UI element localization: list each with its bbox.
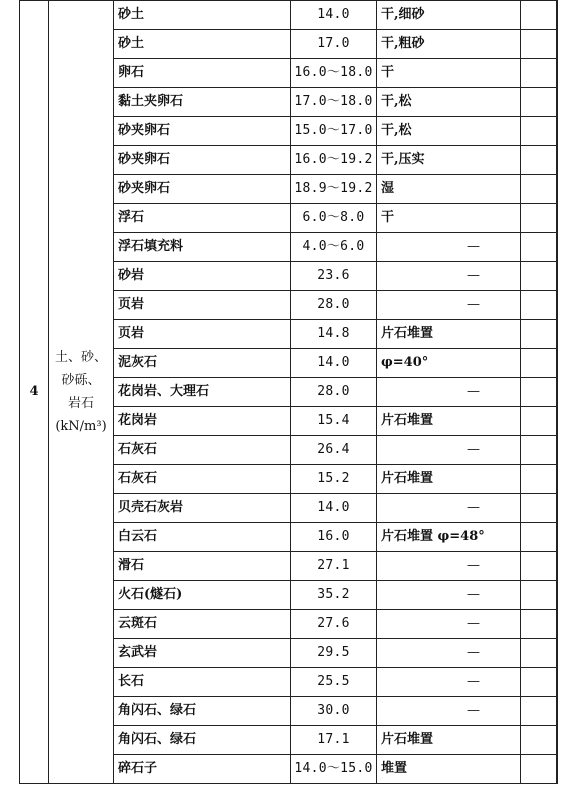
unit-weight-value: 14.0 <box>291 494 377 523</box>
empty-cell <box>521 436 557 465</box>
material-name: 角闪石、绿石 <box>114 697 291 726</box>
unit-weight-value: 23.6 <box>291 262 377 291</box>
empty-cell <box>521 1 557 30</box>
material-name: 滑石 <box>114 552 291 581</box>
remark: 干,粗砂 <box>377 30 521 59</box>
empty-cell <box>521 378 557 407</box>
material-name: 石灰石 <box>114 436 291 465</box>
empty-cell <box>521 407 557 436</box>
unit-weight-value: 6.0～8.0 <box>291 204 377 233</box>
remark: 干,细砂 <box>377 1 521 30</box>
empty-cell <box>521 552 557 581</box>
remark: — <box>377 552 521 581</box>
unit-weight-value: 14.0 <box>291 1 377 30</box>
table-row <box>20 1 557 30</box>
remark: 干,压实 <box>377 146 521 175</box>
empty-cell <box>521 233 557 262</box>
material-name: 页岩 <box>114 291 291 320</box>
category-line: 土、砂、 <box>54 350 107 365</box>
unit-weight-value: 29.5 <box>291 639 377 668</box>
unit-weight-value: 27.1 <box>291 552 377 581</box>
unit-weight-value: 15.2 <box>291 465 377 494</box>
remark: — <box>377 291 521 320</box>
material-name: 花岗岩 <box>114 407 291 436</box>
table-body <box>20 1 557 784</box>
empty-cell <box>521 668 557 697</box>
remark: — <box>377 581 521 610</box>
material-name: 浮石填充料 <box>114 233 291 262</box>
remark: 湿 <box>377 175 521 204</box>
empty-cell <box>521 291 557 320</box>
remark: — <box>377 668 521 697</box>
empty-cell <box>521 146 557 175</box>
empty-cell <box>521 262 557 291</box>
remark: 干,松 <box>377 88 521 117</box>
unit-weight-value: 15.4 <box>291 407 377 436</box>
empty-cell <box>521 494 557 523</box>
unit-weight-value: 30.0 <box>291 697 377 726</box>
remark: 片石堆置 φ=48° <box>377 523 521 552</box>
empty-cell <box>521 88 557 117</box>
remark: 片石堆置 <box>377 407 521 436</box>
unit-weight-value: 28.0 <box>291 378 377 407</box>
material-name: 泥灰石 <box>114 349 291 378</box>
category-line: 岩石 <box>67 396 94 411</box>
material-name: 砂土 <box>114 30 291 59</box>
material-name: 云斑石 <box>114 610 291 639</box>
material-name: 长石 <box>114 668 291 697</box>
unit-weight-value: 25.5 <box>291 668 377 697</box>
empty-cell <box>521 697 557 726</box>
remark: — <box>377 639 521 668</box>
empty-cell <box>521 523 557 552</box>
material-name: 砂岩 <box>114 262 291 291</box>
material-name: 页岩 <box>114 320 291 349</box>
empty-cell <box>521 726 557 755</box>
category-line: (kN/m³) <box>55 419 107 434</box>
unit-weight-value: 17.1 <box>291 726 377 755</box>
remark: — <box>377 494 521 523</box>
unit-weight-value: 4.0～6.0 <box>291 233 377 262</box>
material-name: 白云石 <box>114 523 291 552</box>
empty-cell <box>521 581 557 610</box>
remark: 片石堆置 <box>377 726 521 755</box>
unit-weight-value: 17.0 <box>291 30 377 59</box>
unit-weight-value: 28.0 <box>291 291 377 320</box>
empty-cell <box>521 204 557 233</box>
unit-weight-value: 16.0～18.0 <box>291 59 377 88</box>
unit-weight-value: 26.4 <box>291 436 377 465</box>
empty-cell <box>521 59 557 88</box>
remark: 干,松 <box>377 117 521 146</box>
material-name: 浮石 <box>114 204 291 233</box>
material-name: 玄武岩 <box>114 639 291 668</box>
empty-cell <box>521 755 557 784</box>
remark: — <box>377 262 521 291</box>
material-name: 卵石 <box>114 59 291 88</box>
material-name: 砂土 <box>114 1 291 30</box>
material-name: 砂夹卵石 <box>114 117 291 146</box>
remark: 堆置 <box>377 755 521 784</box>
empty-cell <box>521 639 557 668</box>
unit-weight-value: 14.0～15.0 <box>291 755 377 784</box>
remark: 片石堆置 <box>377 465 521 494</box>
unit-weight-value: 16.0 <box>291 523 377 552</box>
material-name: 花岗岩、大理石 <box>114 378 291 407</box>
material-name: 角闪石、绿石 <box>114 726 291 755</box>
unit-weight-value: 18.9～19.2 <box>291 175 377 204</box>
remark: 片石堆置 <box>377 320 521 349</box>
material-name: 碎石子 <box>114 755 291 784</box>
empty-cell <box>521 465 557 494</box>
material-name: 贝壳石灰岩 <box>114 494 291 523</box>
unit-weight-value: 14.0 <box>291 349 377 378</box>
material-name: 砂夹卵石 <box>114 146 291 175</box>
unit-weight-value: 17.0～18.0 <box>291 88 377 117</box>
remark: — <box>377 233 521 262</box>
empty-cell <box>521 349 557 378</box>
material-name: 火石(燧石) <box>114 581 291 610</box>
empty-cell <box>521 610 557 639</box>
unit-weight-value: 14.8 <box>291 320 377 349</box>
material-weight-table <box>19 0 558 784</box>
empty-cell <box>521 30 557 59</box>
remark: — <box>377 378 521 407</box>
remark: — <box>377 697 521 726</box>
unit-weight-value: 27.6 <box>291 610 377 639</box>
empty-cell <box>521 117 557 146</box>
material-name: 砂夹卵石 <box>114 175 291 204</box>
remark: — <box>377 436 521 465</box>
unit-weight-value: 15.0～17.0 <box>291 117 377 146</box>
section-number: 4 <box>20 1 49 784</box>
category-cell <box>49 1 114 784</box>
unit-weight-value: 35.2 <box>291 581 377 610</box>
remark: 干 <box>377 204 521 233</box>
material-name: 黏土夹卵石 <box>114 88 291 117</box>
category-line: 砂砾、 <box>61 373 101 388</box>
remark: φ=40° <box>377 349 521 378</box>
unit-weight-value: 16.0～19.2 <box>291 146 377 175</box>
empty-cell <box>521 175 557 204</box>
material-name: 石灰石 <box>114 465 291 494</box>
remark: 干 <box>377 59 521 88</box>
empty-cell <box>521 320 557 349</box>
remark: — <box>377 610 521 639</box>
